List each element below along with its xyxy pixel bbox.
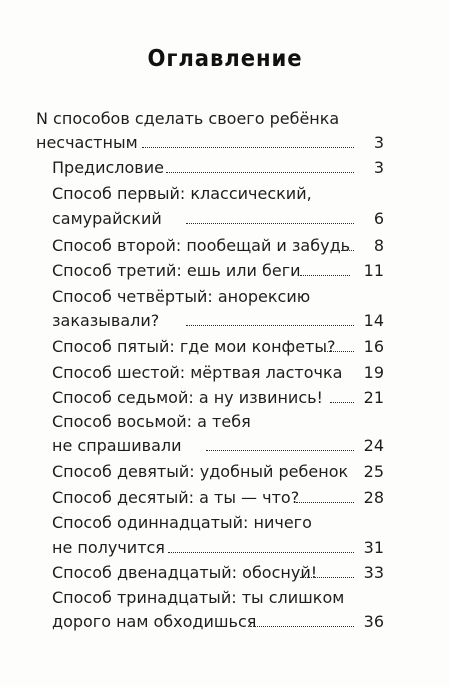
toc-entry-8-line1: Способ седьмой: а ну извинись!	[52, 388, 323, 407]
toc-entry-12-leader	[168, 551, 354, 553]
toc-entry-8-page: 21	[363, 388, 384, 407]
toc-entry-6-page: 16	[363, 337, 384, 356]
toc-entry-9-line2: не спрашивали	[52, 436, 182, 455]
toc-entry-7-page: 19	[363, 363, 384, 382]
toc-entry-4-leader	[300, 274, 350, 276]
toc-entry-0-line1: N способов сделать своего ребёнка	[36, 109, 340, 128]
toc-entry-11-line1: Способ десятый: а ты — что?	[52, 488, 300, 507]
toc-entry-4-line1: Способ третий: ешь или беги	[52, 261, 301, 280]
toc-entry-7-line1: Способ шестой: мёртвая ласточка	[52, 363, 343, 382]
toc-entry-1-line1: Предисловие	[52, 158, 164, 177]
toc-entry-0-line2: несчастным	[36, 133, 138, 152]
toc-entry-12-page: 31	[363, 538, 384, 557]
toc-entry-2-line2: самурайский	[52, 209, 162, 228]
toc-entry-10-page: 25	[363, 462, 384, 481]
toc-entry-5-line1: Способ четвёртый: анорексию	[52, 287, 311, 306]
toc-entry-9-line1: Способ восьмой: а тебя	[52, 412, 251, 431]
page-title: Оглавление	[147, 46, 303, 72]
toc-entry-3-page: 8	[373, 236, 384, 255]
toc-entry-2-line1: Способ первый: классический,	[52, 184, 312, 203]
toc-entry-5-line2: заказывали?	[52, 311, 160, 330]
toc-entry-1-leader	[166, 171, 354, 173]
toc-entry-0-page: 3	[373, 133, 384, 152]
toc-entry-2-leader	[186, 222, 354, 224]
toc-entry-9-page: 24	[363, 436, 384, 455]
toc-entry-12-line1: Способ одиннадцатый: ничего	[52, 513, 312, 532]
toc-entry-4-page: 11	[363, 261, 384, 280]
toc-entry-10-line1: Способ девятый: удобный ребенок	[52, 462, 349, 481]
toc-entry-13-page: 33	[363, 563, 384, 582]
toc-entry-0-leader	[142, 146, 354, 148]
toc-entry-14-page: 36	[363, 612, 384, 631]
toc-entry-14-line1: Способ тринадцатый: ты слишком	[52, 588, 345, 607]
toc-entry-3-line1: Способ второй: пообещай и забудь	[52, 236, 351, 255]
toc-entry-5-leader	[186, 324, 354, 326]
toc-entry-9-leader	[206, 449, 354, 451]
toc-entry-11-page: 28	[363, 488, 384, 507]
toc-entry-14-line2: дорого нам обходишься	[52, 612, 257, 631]
toc-entry-13-line1: Способ двенадцатый: обоснуй!	[52, 563, 318, 582]
toc-entry-6-line1: Способ пятый: где мои конфеты?	[52, 337, 336, 356]
toc-entry-1-page: 3	[373, 158, 384, 177]
toc-entry-12-line2: не получится	[52, 538, 165, 557]
toc-entry-14-leader	[250, 625, 354, 627]
toc-entry-5-page: 14	[363, 311, 384, 330]
toc-entry-2-page: 6	[373, 209, 384, 228]
